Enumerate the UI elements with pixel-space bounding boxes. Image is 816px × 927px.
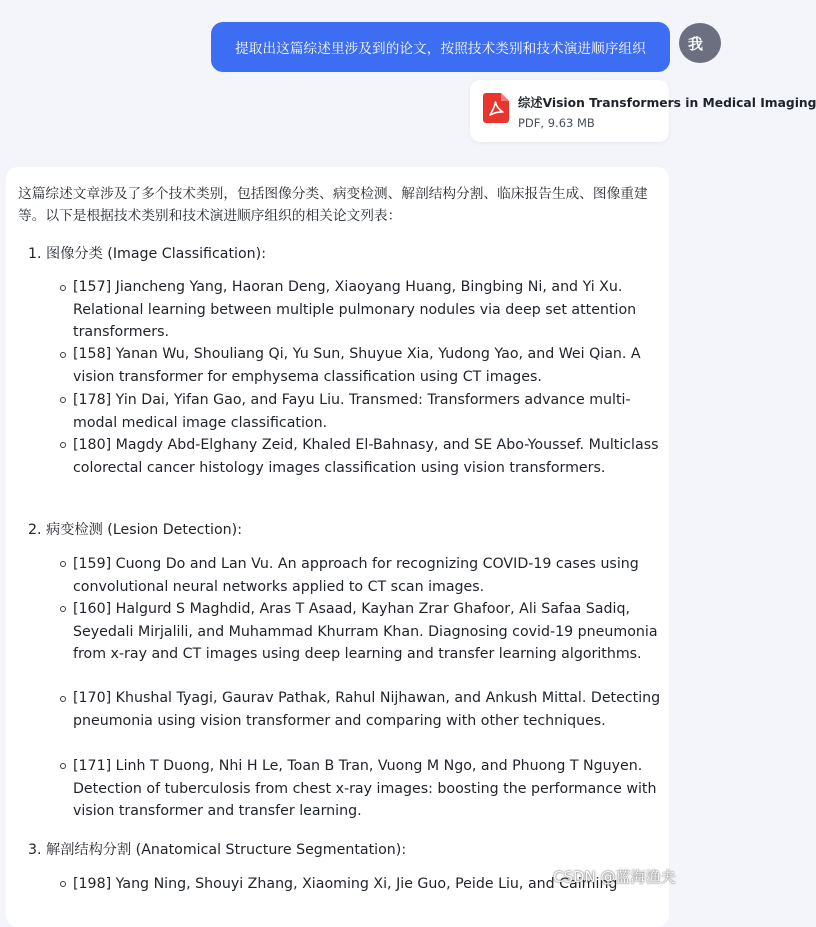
- list-item: [170] Khushal Tyagi, Gaurav Pathak, Rahul Nijhawan, and Ankush Mittal. Detecting pneumonia using vision transformer and comparing with other techniques.: [73, 690, 661, 729]
- list-item: [159] Cuong Do and Lan Vu. An approach for recognizing COVID-19 cases using convolutional neural networks applied to CT scan images.: [73, 556, 639, 595]
- list-bullet: [60, 606, 66, 612]
- assistant-answer-card: [6, 167, 669, 927]
- list-item: [171] Linh T Duong, Nhi H Le, Toan B Tran, Vuong M Ngo, and Phuong T Nguyen. Detection of tuberculosis from chest x-ray images: boosting the performance with vision transformer and transfer learning.: [73, 758, 657, 819]
- attachment-card[interactable]: [470, 80, 816, 142]
- answer-intro: 这篇综述文章涉及了多个技术类别，包括图像分类、病变检测、解剖结构分割、临床报告生成、图像重建等。以下是根据技术类别和技术演进顺序组织的相关论文列表：: [18, 186, 648, 224]
- pdf-icon: [483, 93, 509, 123]
- user-message-bubble: [211, 22, 670, 72]
- list-item: [158] Yanan Wu, Shouliang Qi, Yu Sun, Shuyue Xia, Yudong Yao, and Wei Qian. A vision transformer for emphysema classification using CT images.: [73, 346, 641, 385]
- list-bullet: [60, 397, 66, 403]
- user-message-text: 提取出这篇综述里涉及到的论文，按照技术类别和技术演进顺序组织: [235, 41, 646, 57]
- list-bullet: [60, 561, 66, 567]
- list-bullet: [60, 763, 66, 769]
- list-bullet: [60, 352, 66, 358]
- list-item: [157] Jiancheng Yang, Haoran Deng, Xiaoyang Huang, Bingbing Ni, and Yi Xu. Relational learning between multiple pulmonary nodules via deep set attention transformers.: [73, 279, 637, 340]
- list-item: [178] Yin Dai, Yifan Gao, and Fayu Liu. Transmed: Transformers advance multi-modal medical image classification.: [73, 392, 631, 431]
- attachment-file-meta: PDF, 9.63 MB: [518, 116, 595, 130]
- list-bullet: [60, 285, 66, 291]
- list-item: [160] Halgurd S Maghdid, Aras T Asaad, Kayhan Zrar Ghafoor, Ali Safaa Sadiq, Seyedali Mirjalili, and Muhammad Khurram Khan. Diagnosing covid-19 pneumonia from x-ray and CT images using deep learning and transfer learning algorithms.: [73, 601, 658, 662]
- user-avatar[interactable]: [679, 23, 721, 63]
- list-item: [198] Yang Ning, Shouyi Zhang, Xiaoming Xi, Jie Guo, Peide Liu, and Caiming: [73, 876, 618, 892]
- list-bullet: [60, 696, 66, 702]
- avatar-label: 我: [688, 34, 704, 53]
- watermark: CSDN @蓝海渔夫: [553, 868, 676, 886]
- section-heading-lesion-detection: 2. 病变检测 (Lesion Detection):: [28, 522, 242, 538]
- section-heading-image-classification: 1. 图像分类 (Image Classification):: [28, 246, 266, 262]
- list-bullet: [60, 442, 66, 448]
- list-item: [180] Magdy Abd-Elghany Zeid, Khaled El-Bahnasy, and SE Abo-Youssef. Multiclass colorectal cancer histology images classification using vision transformers.: [73, 437, 659, 476]
- section-heading-anatomical-segmentation: 3. 解剖结构分割 (Anatomical Structure Segmentation):: [28, 842, 407, 858]
- list-bullet: [60, 881, 66, 887]
- attachment-file-name: 综述Vision Transformers in Medical Imaging: [518, 96, 816, 110]
